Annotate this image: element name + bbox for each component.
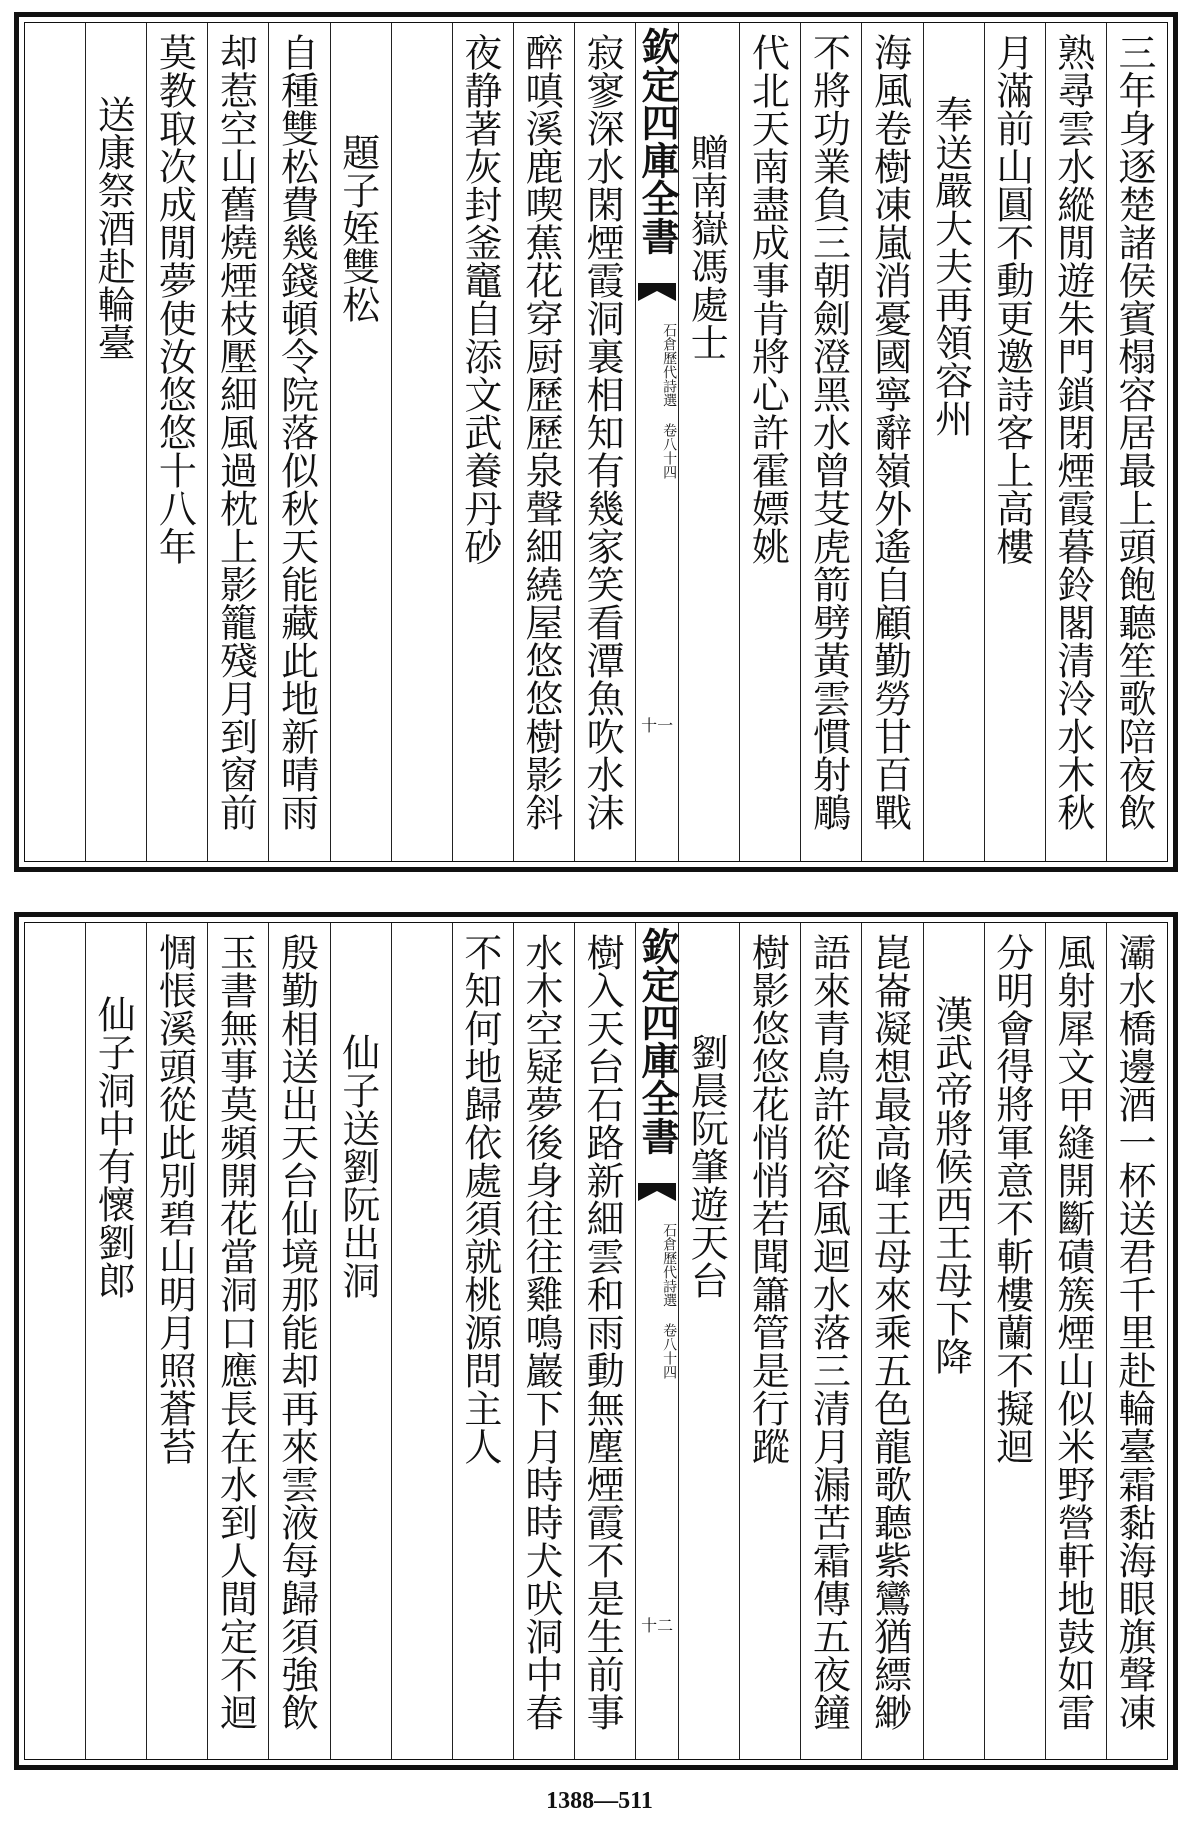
poem-line: 月滿前山圓不動更邀詩客上高樓 bbox=[989, 33, 1034, 565]
text-column bbox=[1045, 923, 1106, 1759]
top-page-frame bbox=[24, 22, 1168, 862]
poem-line: 醉嗔溪鹿喫蕉花穿厨歷歷泉聲細繞屋悠悠樹影斜 bbox=[519, 33, 564, 831]
poem-title: 仙子送劉阮出洞 bbox=[335, 1033, 380, 1299]
poem-title: 贈南嶽馮處士 bbox=[684, 133, 729, 361]
gutter-title: 欽定四庫全書 bbox=[635, 27, 681, 255]
poem-line: 崑崙凝想最高峰王母來乘五色龍歌聽紫鸞猶縹緲 bbox=[867, 933, 912, 1731]
poem-line: 語來青鳥許從容風迴水落三清月漏苦霜傳五夜鐘 bbox=[806, 933, 851, 1731]
fish-tail-mark-icon bbox=[636, 1181, 678, 1211]
text-column bbox=[984, 923, 1045, 1759]
poem-line: 自種雙松費幾錢頓令院落似秋天能藏此地新晴雨 bbox=[274, 33, 319, 831]
text-column bbox=[861, 23, 922, 861]
text-column bbox=[923, 923, 984, 1759]
poem-title: 漢武帝將候西王母下降 bbox=[928, 995, 973, 1375]
poem-line: 不知何地歸依處須就桃源問主人 bbox=[457, 933, 502, 1465]
bottom-page-frame bbox=[24, 922, 1168, 1760]
text-column bbox=[513, 923, 574, 1759]
text-column bbox=[391, 923, 452, 1759]
poem-title: 送康祭酒赴輪臺 bbox=[91, 95, 136, 361]
text-column bbox=[268, 23, 329, 861]
gutter-book-title: 石倉歷代詩選 卷八十四 bbox=[661, 323, 678, 479]
text-column bbox=[574, 23, 635, 861]
text-column bbox=[391, 23, 452, 861]
poem-title: 劉晨阮肇遊天台 bbox=[684, 1033, 729, 1299]
center-gutter bbox=[635, 23, 681, 861]
page-footer-number: 1388—511 bbox=[546, 1788, 653, 1814]
poem-line: 熟尋雲水縱閒遊朱門鎖閉煙霞暮鈴閣清泠水木秋 bbox=[1050, 33, 1095, 831]
poem-line: 殷勤相送出天台仙境那能却再來雲液每歸須強飲 bbox=[274, 933, 319, 1731]
text-column bbox=[678, 23, 739, 861]
text-column bbox=[739, 23, 800, 861]
poem-line: 寂寥深水閑煙霞洞裏相知有幾家笑看潭魚吹水沫 bbox=[580, 33, 625, 831]
poem-line: 灞水橋邊酒一杯送君千里赴輪臺霜黏海眼旗聲凍 bbox=[1112, 933, 1156, 1731]
gutter-page-number: 十二 bbox=[641, 1616, 674, 1635]
text-column bbox=[800, 923, 861, 1759]
text-column bbox=[146, 23, 207, 861]
poem-line: 樹影悠悠花悄悄若聞簫管是行蹤 bbox=[745, 933, 790, 1465]
text-column bbox=[146, 923, 207, 1759]
text-column bbox=[1106, 23, 1167, 861]
poem-line: 不將功業負三朝劍澄黑水曾芟虎箭劈黃雲慣射鵰 bbox=[806, 33, 851, 831]
poem-line: 海風卷樹凍嵐消憂國寧辭嶺外遙自顧勤勞甘百戰 bbox=[867, 33, 912, 831]
text-column bbox=[25, 923, 85, 1759]
text-column bbox=[85, 23, 146, 861]
text-column bbox=[800, 23, 861, 861]
gutter-title: 欽定四庫全書 bbox=[635, 927, 681, 1155]
text-column bbox=[861, 923, 922, 1759]
text-column bbox=[330, 23, 391, 861]
text-column bbox=[452, 923, 513, 1759]
poem-line: 水木空疑夢後身往往雞鳴巖下月時時犬吠洞中春 bbox=[519, 933, 564, 1731]
text-column bbox=[268, 923, 329, 1759]
text-column bbox=[1045, 23, 1106, 861]
top-page-panel bbox=[14, 12, 1178, 872]
text-column bbox=[678, 923, 739, 1759]
text-column bbox=[513, 23, 574, 861]
center-gutter bbox=[635, 923, 681, 1759]
text-column bbox=[85, 923, 146, 1759]
text-column bbox=[1106, 923, 1167, 1759]
poem-line: 莫教取次成閒夢使汝悠悠十八年 bbox=[152, 33, 197, 565]
poem-line: 三年身逐楚諸侯賓榻容居最上頭飽聽笙歌陪夜飲 bbox=[1112, 33, 1156, 831]
poem-line: 樹入天台石路新細雲和雨動無塵煙霞不是生前事 bbox=[580, 933, 625, 1731]
text-column bbox=[923, 23, 984, 861]
text-column bbox=[330, 923, 391, 1759]
text-column bbox=[207, 23, 268, 861]
poem-line: 惆悵溪頭從此別碧山明月照蒼苔 bbox=[152, 933, 197, 1465]
poem-line: 夜静著灰封釜竈自添文武養丹砂 bbox=[457, 33, 502, 565]
text-column bbox=[574, 923, 635, 1759]
text-column bbox=[25, 23, 85, 861]
fish-tail-mark-icon bbox=[636, 281, 678, 311]
poem-line: 分明會得將軍意不斬樓蘭不擬迴 bbox=[989, 933, 1034, 1465]
poem-title: 奉送嚴大夫再領容州 bbox=[928, 95, 973, 437]
poem-line: 代北天南盡成事肯將心許霍嫖姚 bbox=[745, 33, 790, 565]
poem-title: 題子姪雙松 bbox=[335, 133, 380, 323]
text-column bbox=[739, 923, 800, 1759]
text-column bbox=[984, 23, 1045, 861]
text-column bbox=[207, 923, 268, 1759]
gutter-book-title: 石倉歷代詩選 卷八十四 bbox=[661, 1223, 678, 1379]
poem-line: 却惹空山舊燒煙枝壓細風過枕上影籠殘月到窗前 bbox=[213, 33, 258, 831]
gutter-page-number: 十一 bbox=[641, 716, 674, 735]
poem-title: 仙子洞中有懷劉郎 bbox=[91, 995, 136, 1299]
poem-line: 風射犀文甲縫開斷磧簇煙山似米野營軒地鼓如雷 bbox=[1050, 933, 1095, 1731]
text-column bbox=[452, 23, 513, 861]
bottom-page-panel bbox=[14, 912, 1178, 1770]
poem-line: 玉書無事莫頻開花當洞口應長在水到人間定不迴 bbox=[213, 933, 258, 1731]
